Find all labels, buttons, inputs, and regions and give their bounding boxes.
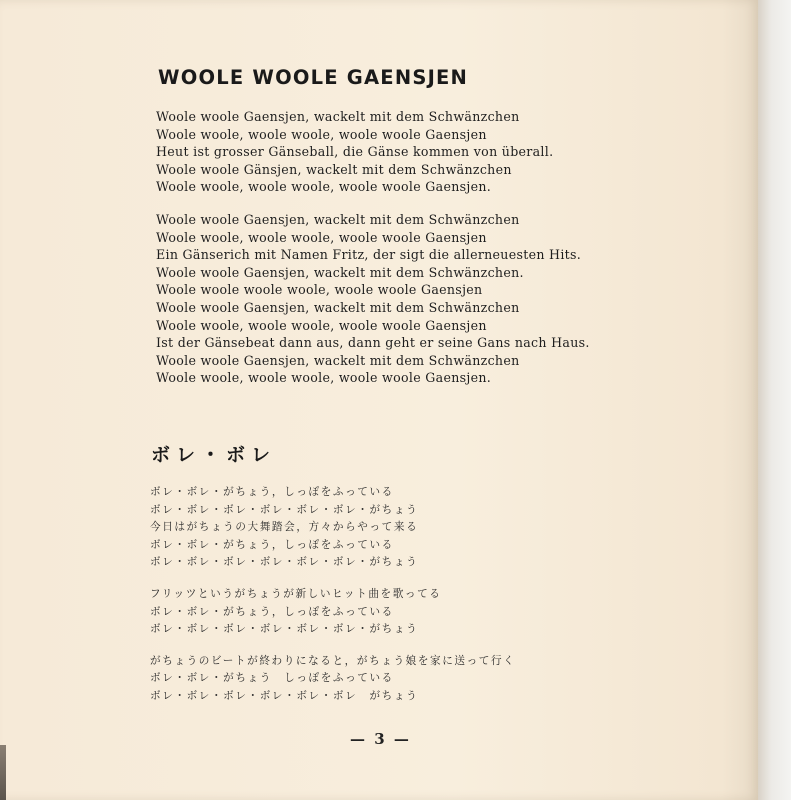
lyric-line: ボレ・ボレ・ボレ・ボレ・ボレ・ボレ がちょう [150,689,419,702]
lyric-line: Woole woole Gaensjen, wackelt mit dem Schwänzchen. [156,264,524,280]
lyric-line: Woole woole Gaensjen, wackelt mit dem Schwänzchen [156,109,520,124]
stanza-3 [150,653,515,706]
page-edge-background [758,0,791,800]
page-number: — 3 — [350,730,411,748]
lyric-line: ボレ・ボレ・ボレ・ボレ・ボレ・ボレ・がちょう [150,556,419,569]
lyric-line: Heut ist grosser Gänseball, die Gänse kommen von überall. [156,144,554,160]
stanza-2 [156,211,590,387]
lyric-line: Ist der Gänsebeat dann aus, dann geht er seine Gans nach Haus. [156,335,590,351]
lyric-line: ボレ・ボレ・がちょう，しっぽをふっている [150,486,394,498]
song-title-german: WOOLE WOOLE GAENSJEN [158,66,469,89]
binding-shadow [0,745,6,800]
lyric-line: Woole woole, woole woole, woole woole Gaensjen. [156,179,492,195]
lyric-line: フリッツというがちょうが新しいヒット曲を歌ってる [150,587,442,600]
stanza-1 [150,484,515,572]
lyric-line: Woole woole woole woole, woole woole Gaensjen [156,282,483,298]
lyric-line: Woole woole Gaensjen, wackelt mit dem Schwänzchen [156,352,520,368]
lyric-line: ボレ・ボレ・がちょう，しっぽをふっている [150,538,394,551]
lyric-line: ボレ・ボレ・ボレ・ボレ・ボレ・ボレ・がちょう [150,623,419,636]
lyric-line: Woole woole, woole woole, woole woole Gaensjen. [156,370,492,386]
lyric-line: ボレ・ボレ・がちょう しっぽをふっている [150,672,394,685]
stanza-1 [156,108,590,196]
lyric-line: Ein Gänserich mit Namen Fritz, der sigt die allerneuesten Hits. [156,247,582,263]
lyrics-german [156,108,590,402]
lyric-line: Woole woole Gänsjen, wackelt mit dem Schwänzchen [156,161,512,177]
song-title-japanese: ボレ・ボレ [151,444,277,466]
lyric-line: ボレ・ボレ・ボレ・ボレ・ボレ・ボレ・がちょう [150,503,419,516]
lyrics-japanese [150,484,515,720]
lyric-line: がちょうのビートが終わりになると，がちょう娘を家に送って行く [150,654,516,667]
lyric-line: Woole woole, woole woole, woole woole Gaensjen [156,229,487,245]
lyric-line: 今日はがちょうの大舞踏会，方々からやって来る [150,521,419,534]
stanza-2 [150,586,515,639]
lyric-line: Woole woole, woole woole, woole woole Gaensjen [156,126,487,142]
lyric-line: Woole woole, woole woole, woole woole Gaensjen [156,317,487,333]
lyric-line: ボレ・ボレ・がちょう，しっぽをふっている [150,605,394,618]
lyric-line: Woole woole Gaensjen, wackelt mit dem Schwänzchen [156,299,520,315]
lyric-line: Woole woole Gaensjen, wackelt mit dem Schwänzchen [156,211,520,227]
